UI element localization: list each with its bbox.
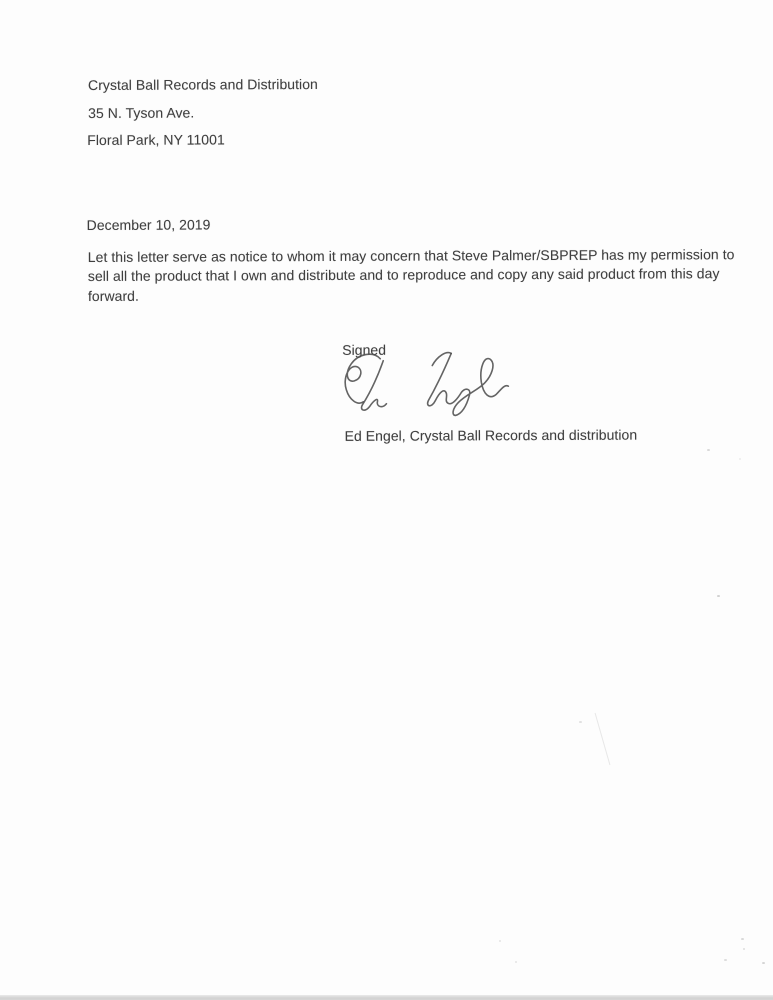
- printed-name: Ed Engel, Crystal Ball Records and distribution: [344, 426, 638, 444]
- signed-label: Signed: [342, 341, 387, 358]
- letter-date: December 10, 2019: [86, 216, 211, 234]
- sender-address-city: Floral Park, NY 11001: [87, 131, 225, 149]
- body-line-1: Let this letter serve as notice to whom it may concern that Steve Palmer/SBPREP has my permission to: [87, 246, 735, 266]
- sender-company: Crystal Ball Records and Distribution: [88, 75, 318, 93]
- body-line-2: sell all the product that I own and distribute and to reproduce and copy any said product from this day: [87, 265, 720, 285]
- scan-speck: [707, 449, 710, 451]
- body-line-3: forward.: [87, 287, 139, 304]
- letter-body: [88, 245, 735, 306]
- scan-speck: [741, 938, 744, 940]
- scan-speck: [499, 940, 501, 942]
- sender-address-street: 35 N. Tyson Ave.: [88, 104, 195, 121]
- scan-speck: [515, 961, 517, 963]
- handwritten-signature: [333, 349, 518, 418]
- scan-speck: [762, 962, 765, 964]
- scan-speck: [717, 595, 720, 597]
- scan-speck: [579, 721, 582, 723]
- scan-speck: [743, 948, 745, 950]
- scanner-edge-shadow: [0, 995, 773, 1000]
- scan-speck: [739, 458, 741, 460]
- scan-speck: [724, 959, 727, 961]
